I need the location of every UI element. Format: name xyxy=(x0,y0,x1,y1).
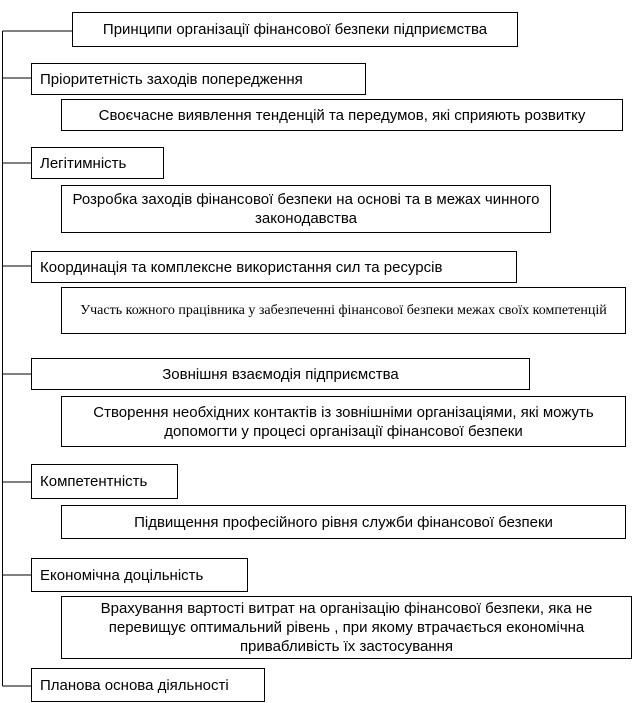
principle-label: Зовнішня взаємодія підприємства xyxy=(162,365,399,383)
principle-box-3 xyxy=(31,251,517,283)
principle-box-6 xyxy=(31,558,248,592)
diagram-title-text: Принципи організації фінансової безпеки підприємства xyxy=(102,21,488,38)
principle-description-2 xyxy=(61,185,551,233)
principle-box-5 xyxy=(31,464,178,499)
principle-description-text: Підвищення професійного рівня служби фінансової безпеки xyxy=(134,513,553,531)
principle-description-text: Участь кожного працівника у забезпеченні фінансової безпеки межах своїх компетенцій xyxy=(80,303,607,318)
principle-description-6 xyxy=(61,596,632,659)
principle-label: Економічна доцільність xyxy=(40,566,204,584)
principle-description-5 xyxy=(61,505,626,539)
principle-label: Компетентність xyxy=(40,473,148,490)
principle-description-text: Розробка заходів фінансової безпеки на основі та в межах чинного законодавства xyxy=(72,191,540,227)
principle-label: Пріоритетність заходів попередження xyxy=(40,70,303,88)
principle-description-1 xyxy=(61,99,623,131)
principle-label: Планова основа діяльності xyxy=(40,676,229,694)
principle-box-2 xyxy=(31,147,164,179)
principle-label: Легітимність xyxy=(40,154,127,172)
principle-box-4 xyxy=(31,358,530,390)
principle-box-7 xyxy=(31,668,265,702)
diagram-title xyxy=(72,12,518,47)
principle-description-3 xyxy=(61,287,626,334)
principle-label: Координація та комплексне використання сил та ресурсів xyxy=(40,258,443,276)
principle-description-text: Своєчасне виявлення тенденцій та передумов, які сприяють розвитку xyxy=(98,106,586,124)
principle-description-text: Створення необхідних контактів із зовнішніми організаціями, які можуть допомогти у процесі організації фінансової безпеки xyxy=(93,403,594,440)
principle-description-text: Врахування вартості витрат на організацію фінансової безпеки, яка не перевищує оптимальний рівень , при якому втрачається економічна привабливість їх застосування xyxy=(100,600,593,655)
principle-description-4 xyxy=(61,396,626,447)
principle-box-1 xyxy=(31,63,366,95)
